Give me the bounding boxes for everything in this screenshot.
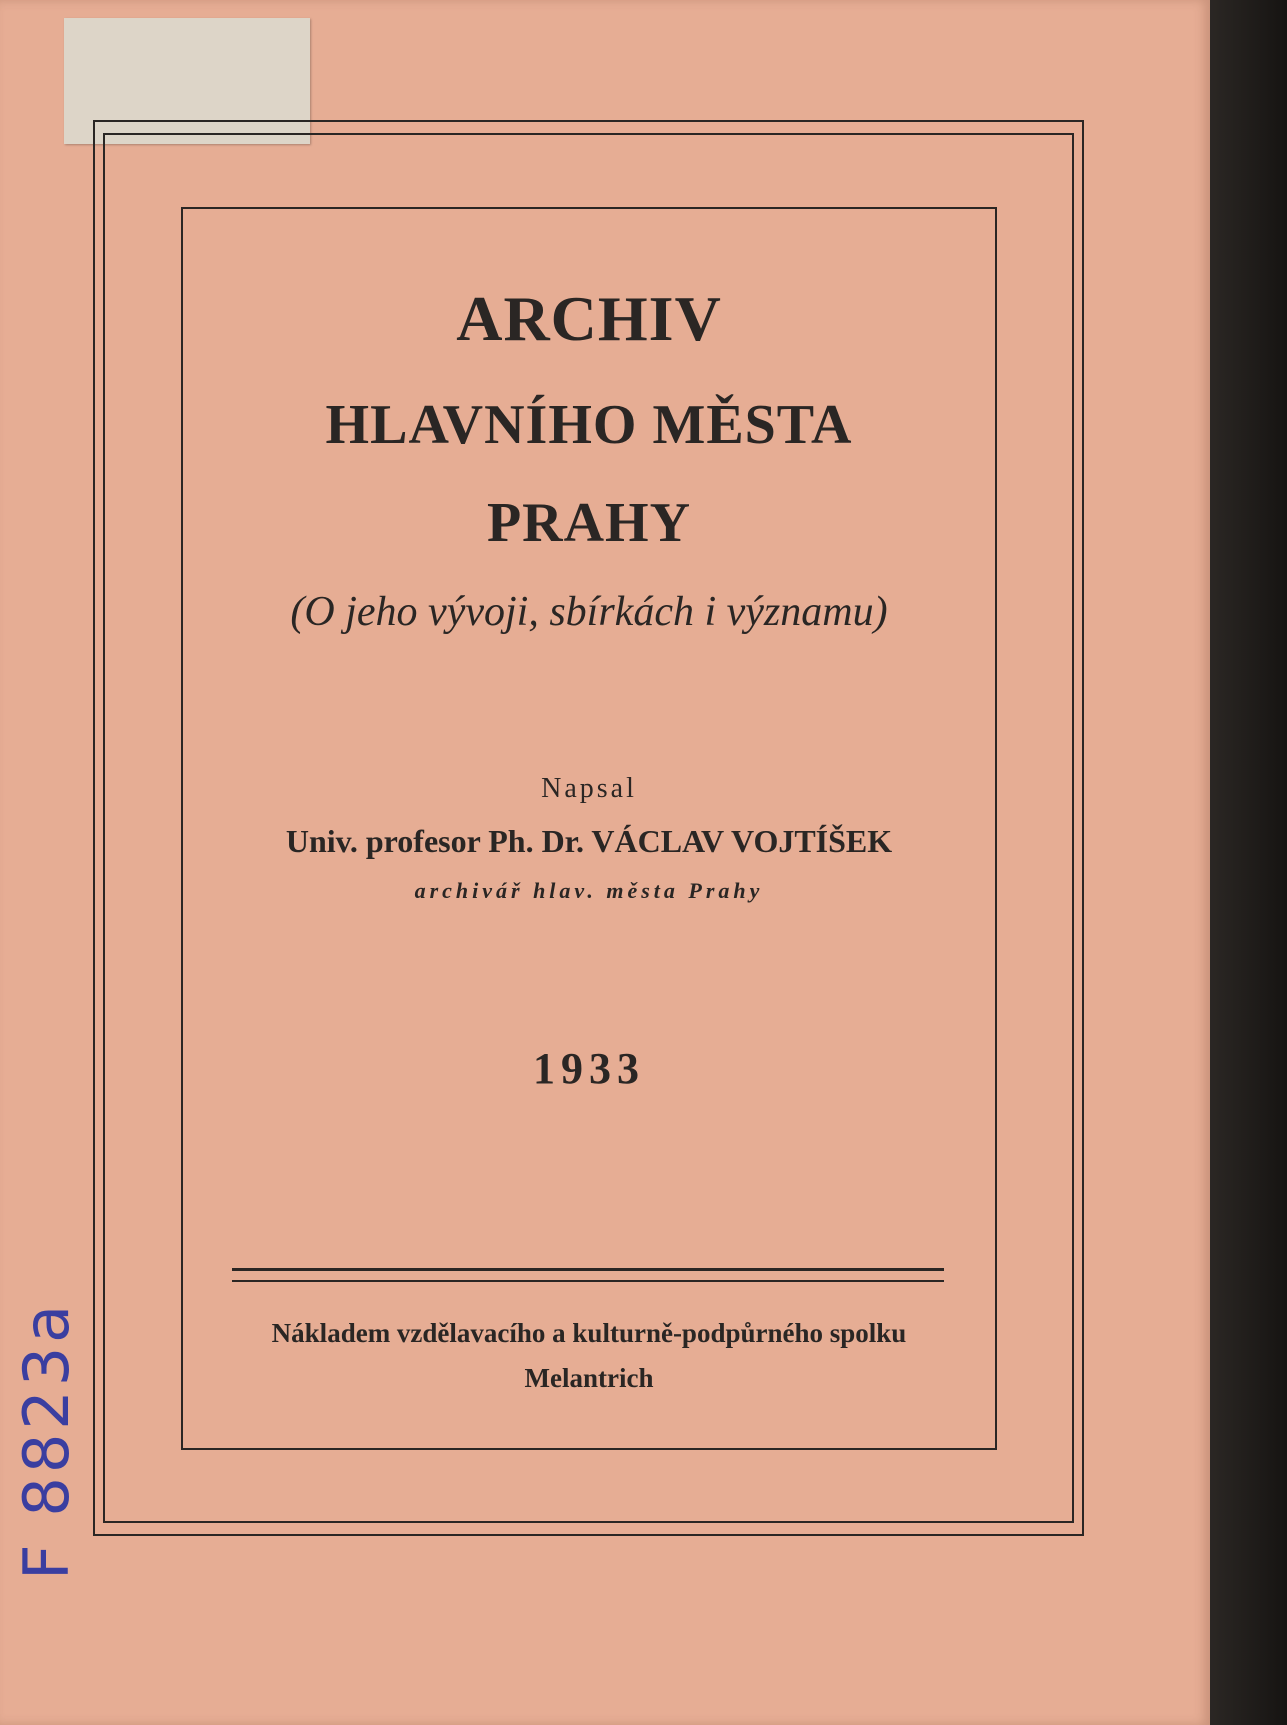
call-number-handwritten: F 8823a	[10, 1300, 83, 1580]
written-by-label: Napsal	[541, 773, 637, 804]
author-name: Univ. profesor Ph. Dr. VÁCLAV VOJTÍŠEK	[285, 823, 893, 859]
author-role: archivář hlav. města Prahy	[414, 878, 764, 903]
publisher-line-2: Melantrich	[524, 1363, 654, 1393]
title-line-2: HLAVNÍHO MĚSTA	[325, 394, 853, 456]
publisher-line-1: Nákladem vzdělavacího a kulturně-podpůrného spolku	[271, 1318, 907, 1348]
divider-rule-top	[232, 1268, 944, 1271]
divider-rule-bottom	[232, 1280, 944, 1282]
subtitle: (O jeho vývoji, sbírkách i významu)	[290, 589, 888, 635]
title-line-1: ARCHIV	[456, 283, 722, 354]
title-line-3: PRAHY	[486, 492, 692, 554]
scan-background	[1210, 0, 1287, 1725]
publication-year: 1933	[533, 1044, 645, 1093]
